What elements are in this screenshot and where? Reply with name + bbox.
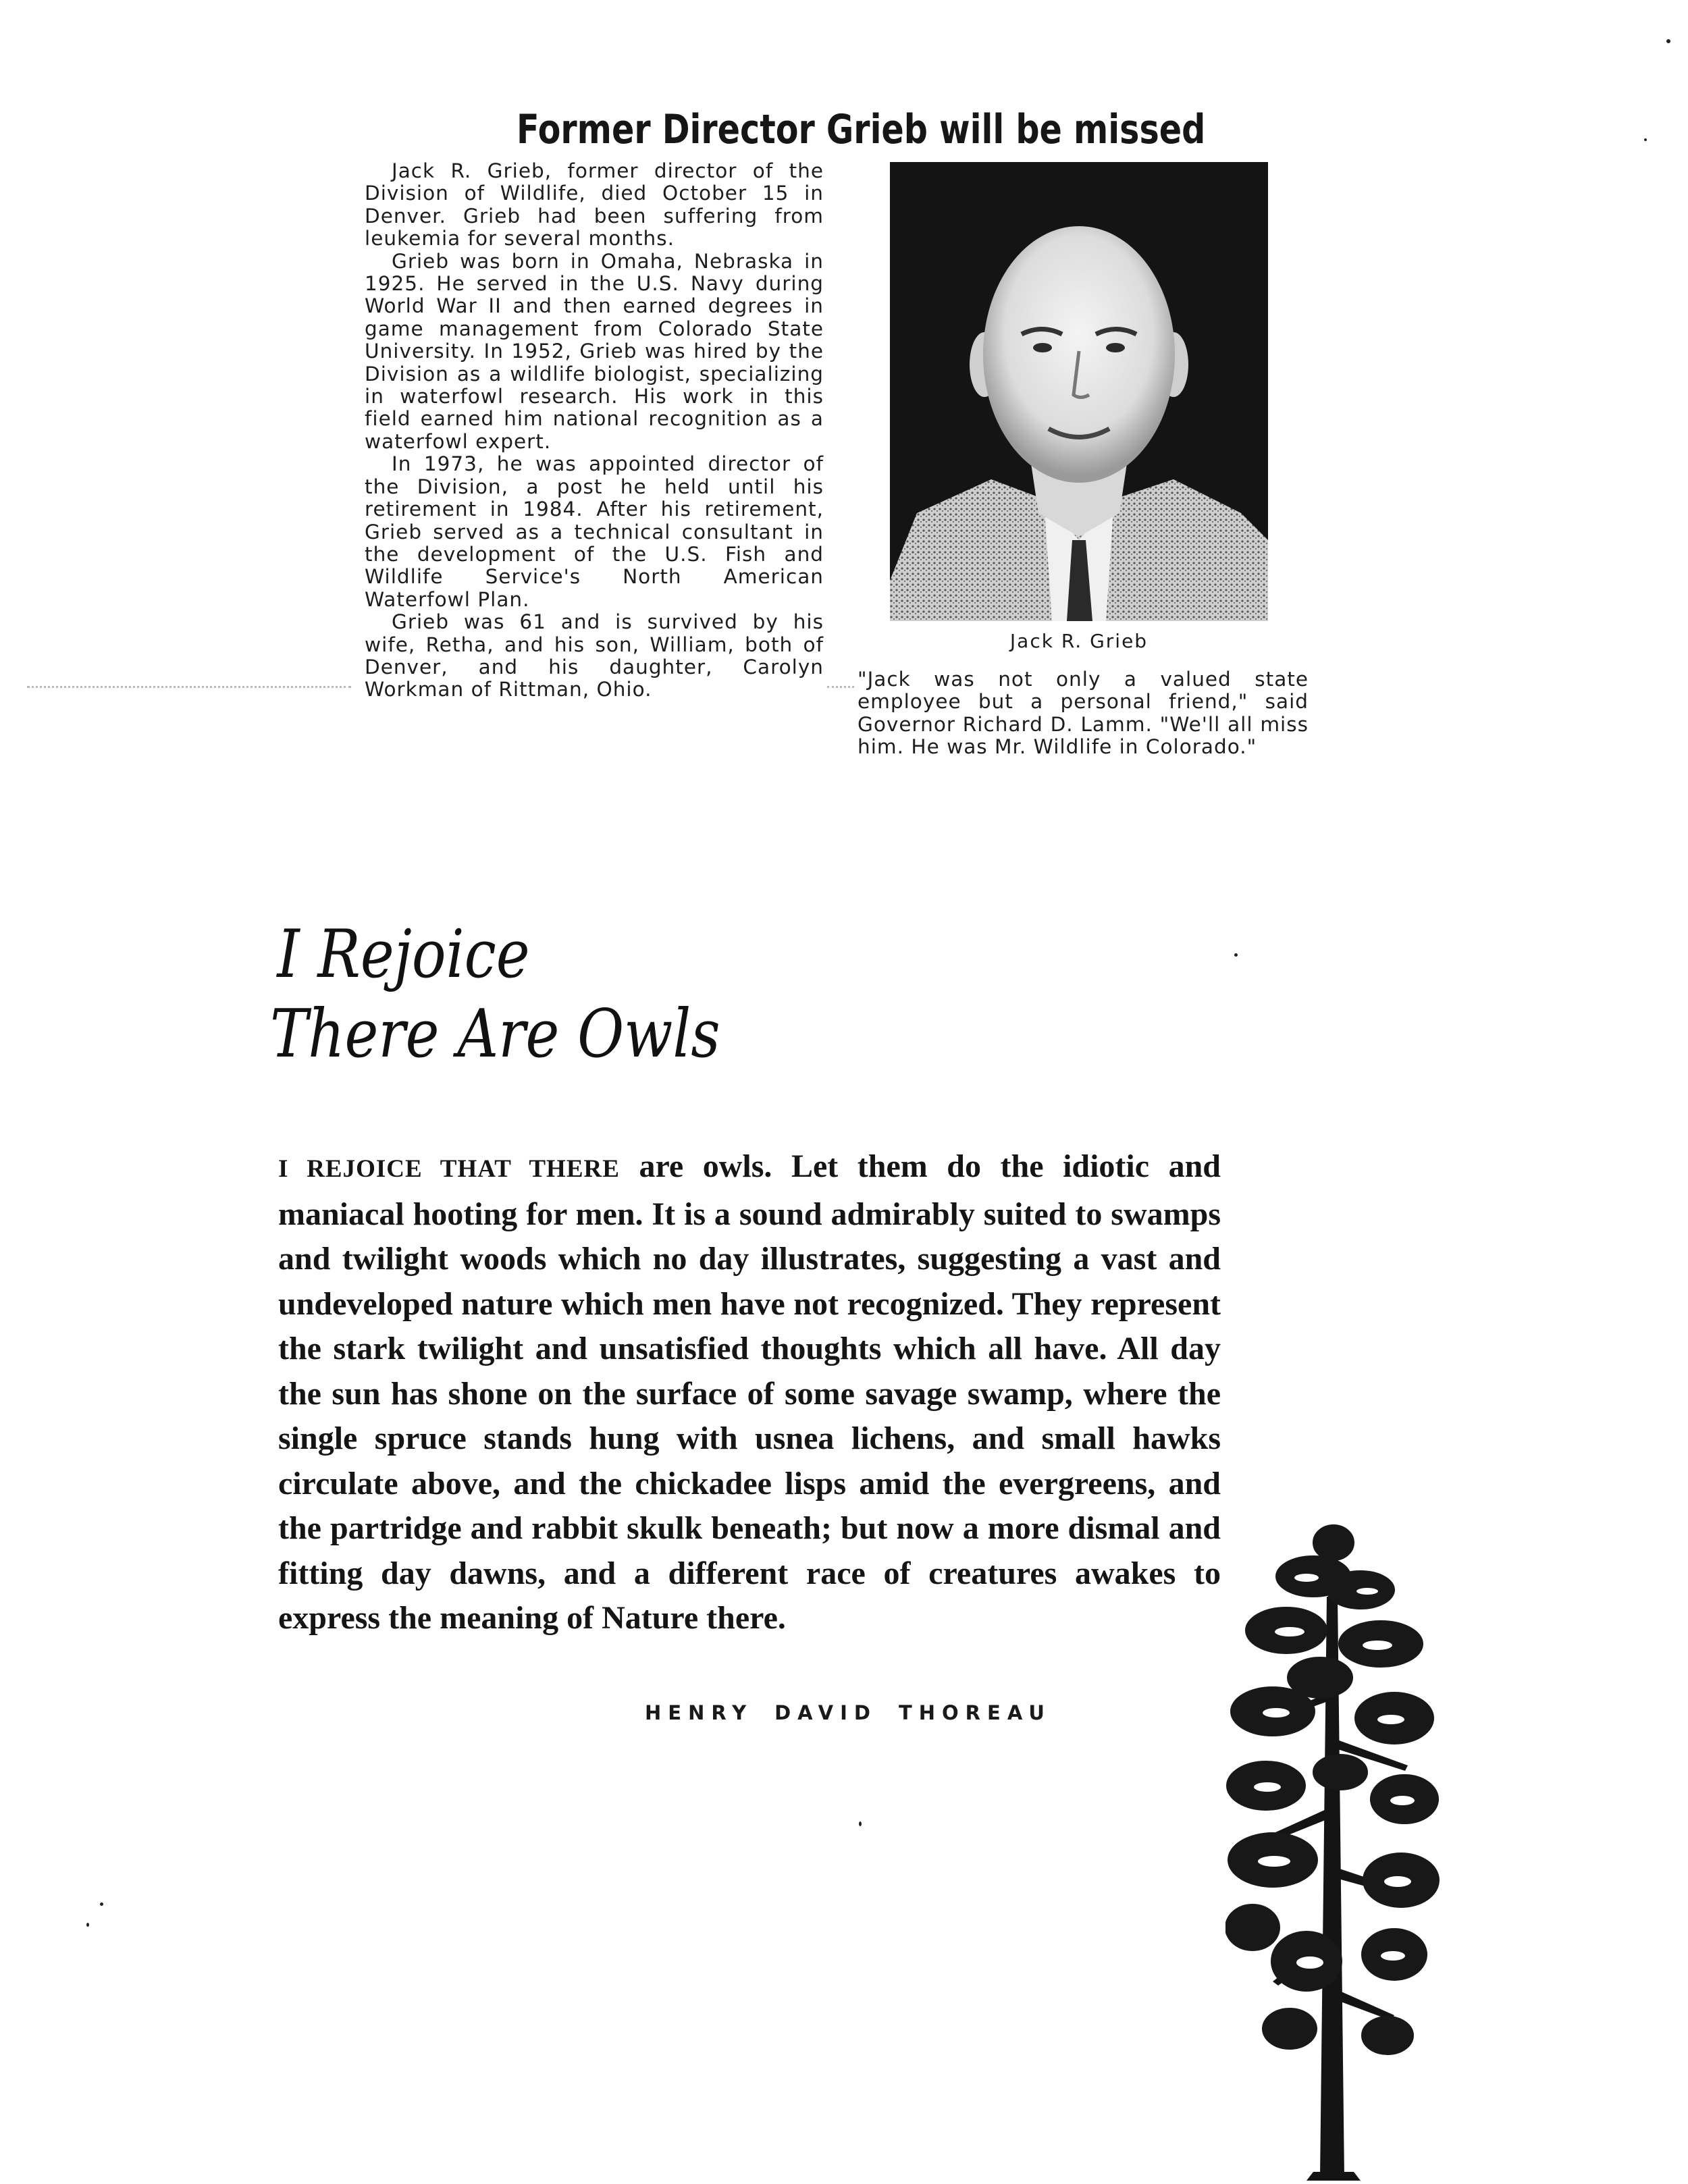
essay-lead-in: I REJOICE THAT THERE — [278, 1155, 620, 1183]
scan-speck — [1644, 138, 1647, 141]
obituary-body — [365, 160, 824, 701]
portrait-image — [890, 162, 1268, 621]
author-byline — [645, 1701, 1051, 1724]
essay-body — [278, 1144, 1221, 1641]
essay-text: are owls. Let them do the idiotic and maniacal hooting for men. It is a sound admirably suited to swamps and twilight woods which no day illustrates, suggesting a vast and undeveloped nature which men have not recognized. They represent the stark twilight and unsatisfied thoughts which all have. All day the sun has shone on the surface of some savage swamp, where the single spruce stands hung with usnea lichens, and small hawks circulate above, and the chickadee lisps amid the evergreens, and the partridge and rabbit skulk beneath; but now a more dismal and fitting day dawns, and a different race of creatures awakes to express the meaning of Nature there. — [278, 1148, 1221, 1636]
scan-speck — [1234, 953, 1238, 957]
author-last-name: THOREAU — [898, 1701, 1051, 1724]
scan-speck — [859, 1821, 862, 1826]
pine-tree-icon — [1225, 1516, 1442, 2184]
obituary-headline: Former Director Grieb will be missed — [517, 106, 1206, 153]
scan-speck — [1666, 39, 1670, 43]
poem-title-line-1: I Rejoice — [277, 916, 530, 993]
obituary-paragraph: Jack R. Grieb, former director of the Division of Wildlife, died October 15 in Denver. Grieb had been suffering from leukemia for several months. — [365, 159, 824, 250]
obituary-paragraph: Grieb was 61 and is survived by his wife, Retha, and his son, William, both of Denver, and his daughter, Carolyn Workman of Rittman, Ohio. — [365, 610, 824, 701]
portrait-photo — [890, 162, 1268, 621]
poem-title-line-2: There Are Owls — [270, 996, 720, 1073]
dotted-rule-middle — [827, 686, 854, 688]
obituary-paragraph: Grieb was born in Omaha, Nebraska in 1925. He served in the U.S. Navy during World War II and then earned degrees in game management from Colorado State University. In 1952, Grieb was hired by the Division as a wildlife biologist, specializing in waterfowl research. His work in this field earned him national recognition as a waterfowl expert. — [365, 249, 824, 453]
poem-title — [270, 915, 720, 1074]
governor-quote: "Jack was not only a valued state employee but a personal friend," said Governor Richard D. Lamm. "We'll all miss him. He was Mr. Wildlife in Colorado." — [858, 668, 1309, 759]
scan-speck — [100, 1902, 103, 1906]
photo-caption: Jack R. Grieb — [1009, 630, 1149, 652]
scan-speck — [86, 1923, 89, 1927]
dotted-rule-left — [27, 686, 351, 688]
author-middle-name: DAVID — [774, 1701, 877, 1724]
author-first-name: HENRY — [645, 1701, 754, 1724]
obituary-paragraph: In 1973, he was appointed director of the Division, a post he held until his retirement in 1984. After his retirement, Grieb served as a technical consultant in the development of the U.S. Fish and Wildlife Service's North American Waterfowl Plan. — [365, 452, 824, 611]
